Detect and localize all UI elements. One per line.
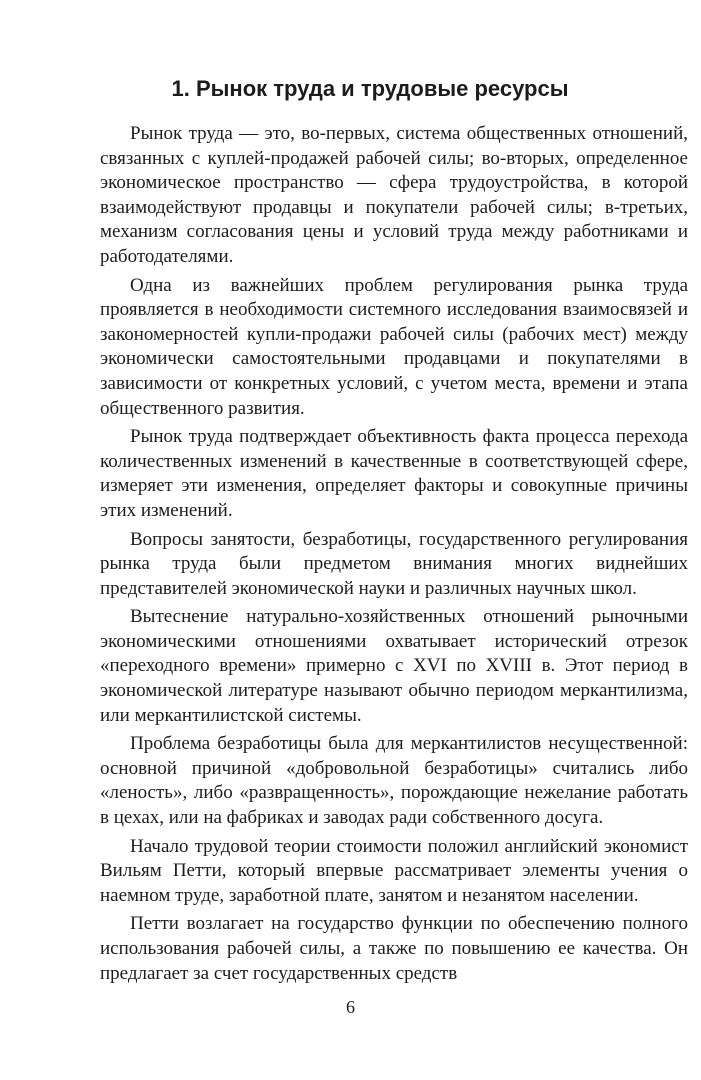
page-number: 6 (346, 997, 355, 1017)
paragraph-5: Вытеснение натурально-хозяйственных отношений рыночными экономическими отношениями охватывает исторический отрезок «переходного времени» примерно с XVI по XVIII в. Этот период в экономической литературе называют обычно периодом меркантилизма, или меркантилистской системы. (100, 606, 688, 726)
paragraph-1: Рынок труда — это, во-первых, система общественных отношений, связанных с куплей-продажей рабочей силы; во-вторых, определенное экономическое пространство — сфера трудоустройства, в которой взаимодействуют продавцы и покупатели рабочей силы; в-третьих, механизм согласования цены и условий труда между работниками и работодателями. (100, 123, 688, 267)
paragraph-7: Начало трудовой теории стоимости положил английский экономист Вильям Петти, который впервые рассматривает элементы учения о наемном труде, заработной плате, занятом и незанятом населении. (100, 835, 688, 906)
section-heading: 1. Рынок труда и трудовые ресурсы (171, 76, 569, 101)
paragraph-3: Рынок труда подтверждает объективность факта процесса перехода количественных изменений в качественные в соответствующей сфере, измеряет эти изменения, определяет факторы и совокупные причины этих изменений. (100, 426, 688, 521)
paragraph-8: Петти возлагает на государство функции по обеспечению полного использования рабочей силы, а также по повышению ее качества. Он предлагает за счет государственных средств (100, 913, 688, 984)
paragraph-4: Вопросы занятости, безработицы, государственного регулирования рынка труда были предметом внимания многих виднейших представителей экономической науки и различных научных школ. (100, 528, 688, 599)
body-text (100, 122, 688, 990)
paragraph-6: Проблема безработицы была для меркантилистов несущественной: основной причиной «добровольной безработицы» считались либо «леность», либо «развращенность», порождающие нежелание работать в цехах, или на фабриках и заводах ради собственного досуга. (100, 733, 688, 829)
paragraph-2: Одна из важнейших проблем регулирования рынка труда проявляется в необходимости системного исследования взаимосвязей и закономерностей купли-продажи рабочей силы (рабочих мест) между экономически самостоятельными продавцами и покупателями в зависимости от конкретных условий, с учетом места, времени и этапа общественного развития. (100, 274, 688, 419)
